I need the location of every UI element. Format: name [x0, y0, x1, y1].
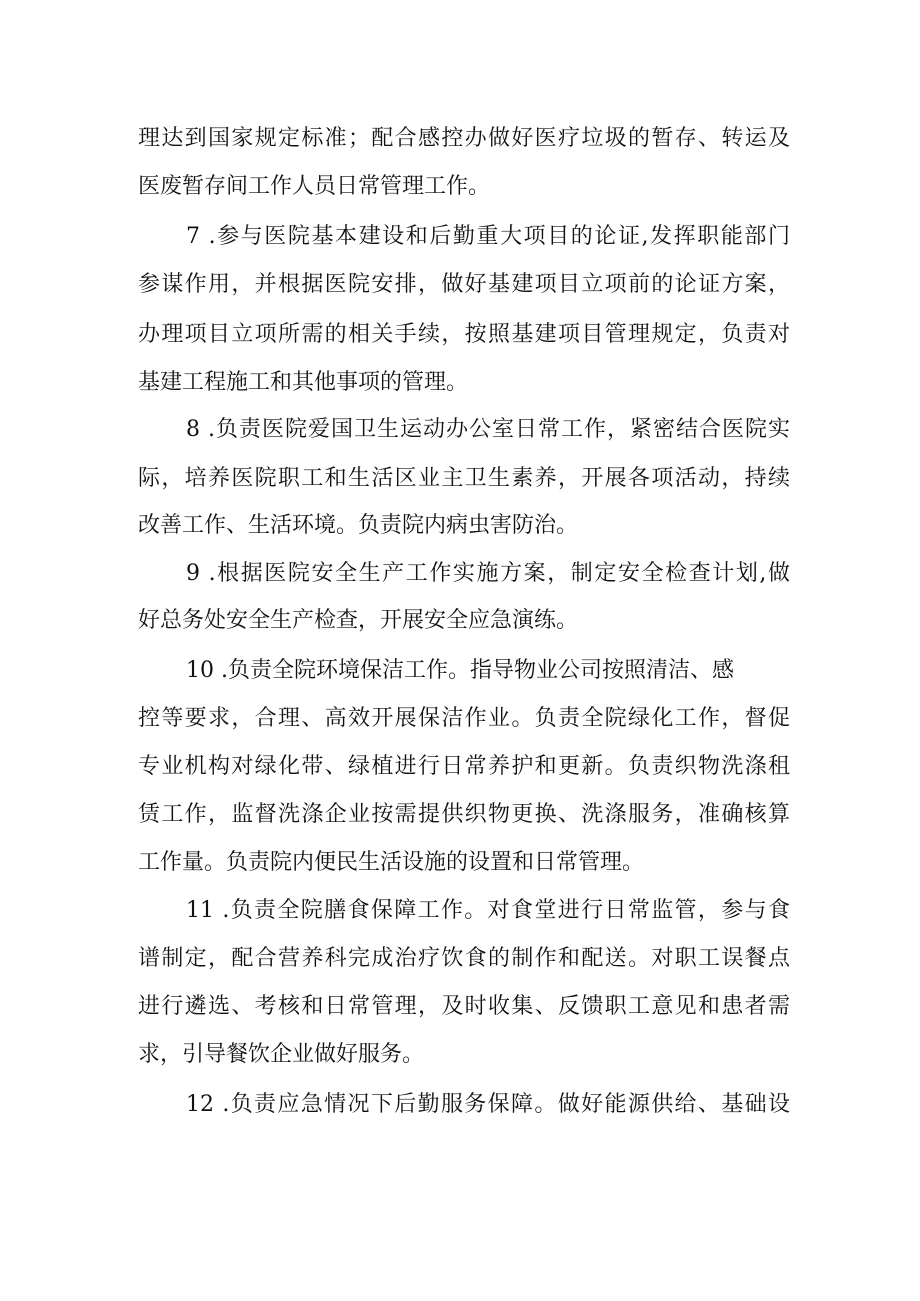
text-line: 进行遴选、考核和日常管理，及时收集、反馈职工意见和患者需 [138, 994, 790, 1019]
item-11-heading-line: 11 .负责全院膳食保障工作。对食堂进行日常监管，参与食 [186, 898, 790, 923]
item-9-heading-line: 9 .根据医院安全生产工作实施方案，制定安全检查计划,做 [186, 561, 790, 586]
item-7-heading-line: 7 .参与医院基本建设和后勤重大项目的论证,发挥职能部门 [186, 224, 790, 249]
text-line: 理达到国家规定标准；配合感控办做好医疗垃圾的暂存、转运及 [138, 126, 790, 151]
item-8-heading-line: 8 .负责医院爱国卫生运动办公室日常工作，紧密结合医院实 [186, 417, 790, 442]
text-line: 控等要求，合理、高效开展保洁作业。负责全院绿化工作，督促 [138, 706, 790, 731]
text-line: 工作量。负责院内便民生活设施的设置和日常管理。 [138, 850, 645, 875]
item-12-heading-line: 12 .负责应急情况下后勤服务保障。做好能源供给、基础设 [186, 1092, 790, 1117]
text-line: 际，培养医院职工和生活区业主卫生素养，开展各项活动，持续 [138, 466, 790, 491]
text-line: 好总务处安全生产检查，开展安全应急演练。 [138, 608, 579, 633]
text-line: 参谋作用，并根据医院安排，做好基建项目立项前的论证方案， [138, 272, 790, 297]
text-line: 改善工作、生活环境。负责院内病虫害防治。 [138, 513, 579, 538]
text-line: 办理项目立项所需的相关手续，按照基建项目管理规定，负责对 [138, 322, 790, 347]
text-line: 赁工作，监督洗涤企业按需提供织物更换、洗涤服务，准确核算 [138, 802, 790, 827]
text-line: 基建工程施工和其他事项的管理。 [138, 370, 469, 395]
text-line: 谱制定，配合营养科完成治疗饮食的制作和配送。对职工误餐点 [138, 946, 790, 971]
item-10-heading-line: 10 .负责全院环境保洁工作。指导物业公司按照清洁、感 [186, 658, 734, 683]
text-line: 专业机构对绿化带、绿植进行日常养护和更新。负责织物洗涤租 [138, 754, 790, 779]
text-line: 医废暂存间工作人员日常管理工作。 [138, 174, 491, 199]
text-line: 求，引导餐饮企业做好服务。 [138, 1042, 425, 1067]
